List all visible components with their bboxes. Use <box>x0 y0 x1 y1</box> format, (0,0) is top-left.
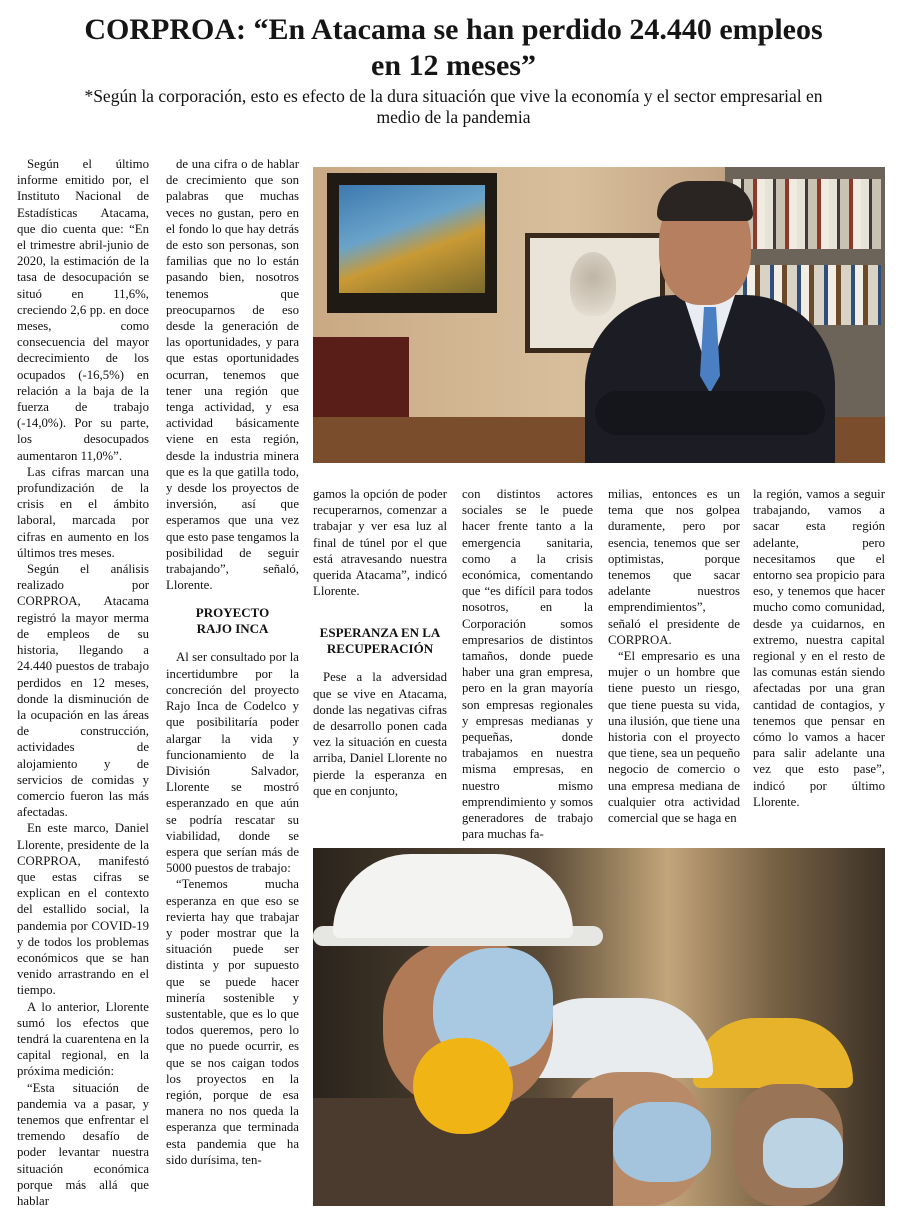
headline <box>20 12 887 84</box>
photo-workers <box>313 848 885 1206</box>
heading-line: PROYECTO <box>195 605 270 621</box>
paragraph: gamos la opción de poder recuperarnos, comenzar a trabajar y ver esa luz al final de túnel por el que está atravesando nuestra querida Atacama”, indicó Llorente. <box>313 487 447 599</box>
paragraph: de una cifra o de hablar de crecimiento que son palabras que muchas veces no gustan, pero en el fondo lo que hay detrás de esto son personas, son familias que no lo están pasando bien, nosotros tenemos que preocuparnos de eso desde la generación de las oportunidades, y para que estas oportunidades ocurran, tenemos que tener una región que tenga actividad, y esa actividad básicamente viene en esta región, desde la industria minera que es la que gatilla todo, y desde los proyectos de inversión, así que esperamos que una vez que esto pase tengamos la posibilidad de seguir trabajando”, señaló, Llorente. <box>166 157 299 593</box>
heading-line: RAJO INCA <box>196 621 269 637</box>
subheadline <box>40 86 867 128</box>
subhead-line-1: *Según la corporación, esto es efecto de la dura situación que vive la economía y el sector empresarial en <box>84 86 823 106</box>
heading-line: ESPERANZA EN LA <box>319 625 441 641</box>
subhead-line-2: medio de la pandemia <box>376 107 531 127</box>
paragraph: A lo anterior, Llorente sumó los efectos que tendrá la cuarentena en la capital regional, en la próxima medición: <box>17 999 149 1079</box>
paragraph: Pese a la adversidad que se vive en Atacama, donde las negativas cifras de desarrollo ponen cada vez la situación en cuesta arriba, Daniel Llorente no pierde la esperanza en que en conjunto, <box>313 670 447 798</box>
paragraph: “Esta situación de pandemia va a pasar, y tenemos que enfrentar el tremendo desafío de poder levantar nuestra situación económica porque más allá que hablar <box>17 1080 149 1208</box>
paragraph: Según el último informe emitido por, el Instituto Nacional de Estadísticas Atacama, que dio cuenta que: “En el trimestre abril-junio de 2020, la estimación de la tasa de desocupación se situó en 11,6%, creciendo 2,6 pp. en doce meses, como consecuencia del mayor decrecimiento de los ocupados (-16,5%) en relación a la baja de la fuerza de trabajo (-14,0%). Por su parte, los desocupados aumentaron 11,0%”. <box>17 157 149 463</box>
paragraph: “Tenemos mucha esperanza en que eso se revierta hay que trabajar y poder mostrar que la situación puede ser distinta y por supuesto que se puede hacer minería sostenible y sustentable, que es lo que todos queremos, pero lo que no puede ocurrir, es que se nos caigan todos los proyectos en la región, porque de esa manera no nos queda la esperanza que terminada esta pandemia que ha sido durísima, ten- <box>166 877 299 1167</box>
column-1 <box>17 156 149 1209</box>
paragraph: Según el análisis realizado por CORPROA, Atacama registró la mayor merma de empleos de su historia, llegando a 24.440 puestos de trabajo perdidos en 12 meses, donde la disminución de la ocupación en las áreas de construcción, actividades de alojamiento y de servicios de comidas y comercio fueron las más afectadas. <box>17 562 149 820</box>
column-4 <box>462 486 593 842</box>
photo-portrait <box>313 167 885 463</box>
column-2 <box>166 156 299 1168</box>
paragraph: Las cifras marcan una profundización de la crisis en el ámbito laboral, marcada por cifras en aumento en los últimos tres meses. <box>17 464 149 560</box>
paragraph: con distintos actores sociales se le puede hacer frente tanto a la emergencia sanitaria, como a la crisis económica, comentando que “es difícil para todos nosotros, en la Corporación somos empresarios de distintos tamaños, donde puede haber una gran empresa, pero en la gran mayoría son empresas regionales y empresas medianas y pequeñas, donde trabajamos en nuestra misma empresas, en nuestro mismo emprendimiento y somos generadores de trabajo para muchas fa- <box>462 487 593 842</box>
column-6 <box>753 486 885 822</box>
paragraph: la región, vamos a seguir trabajando, vamos a sacar esta región adelante, pero necesitamos que el entorno sea propicio para eso, y tenemos que hacer mucho como comunidad, desde ya cuidarnos, en extremo, nuestra capital regional y en el resto de las comunas están siendo afectadas por una gran cantidad de contagios, y tenemos que pensar en cómo lo vamos a hacer para salir adelante una vez que esto pase”, indicó por último Llorente. <box>753 487 885 809</box>
paragraph: En este marco, Daniel Llorente, presidente de la CORPROA, manifestó que estas cifras se explican en el contexto del estallido social, la pandemia por COVID-19 y de todos los problemas económicos que se han venido arrastrando en el tiempo. <box>17 821 149 998</box>
section-heading-proyecto <box>166 605 299 637</box>
paragraph: milias, entonces es un tema que nos golpea duramente, pero por esencia, tenemos que ser optimistas, porque tenemos que sacar adelante nuestros emprendimientos”, señaló el presidente de CORPROA. <box>608 487 740 647</box>
heading-line: RECUPERACIÓN <box>326 641 434 657</box>
paragraph: “El empresario es una mujer o un hombre que tiene puesto un riesgo, que tiene puesta su vida, una ilusión, que tiene una historia con el proyecto que tiene, sea un pequeño negocio de comercio o una empresa mediana de cualquier otra actividad comercial que se haga en <box>608 649 740 826</box>
paragraph: Al ser consultado por la incertidumbre por la concreción del proyecto Rajo Inca de Codelco y que posibilitaría poder alargar la vida y funcionamiento de la División Salvador, Llorente se mostró esperanzado en que aún se podría rescatar su viabilidad, donde se espera que serían más de 5000 puestos de trabajo: <box>166 650 299 876</box>
headline-line-2: en 12 meses” <box>371 49 536 82</box>
column-5 <box>608 486 740 826</box>
section-heading-esperanza <box>313 625 447 657</box>
column-3 <box>313 486 447 822</box>
headline-line-1: CORPROA: “En Atacama se han perdido 24.440 empleos <box>84 13 823 46</box>
